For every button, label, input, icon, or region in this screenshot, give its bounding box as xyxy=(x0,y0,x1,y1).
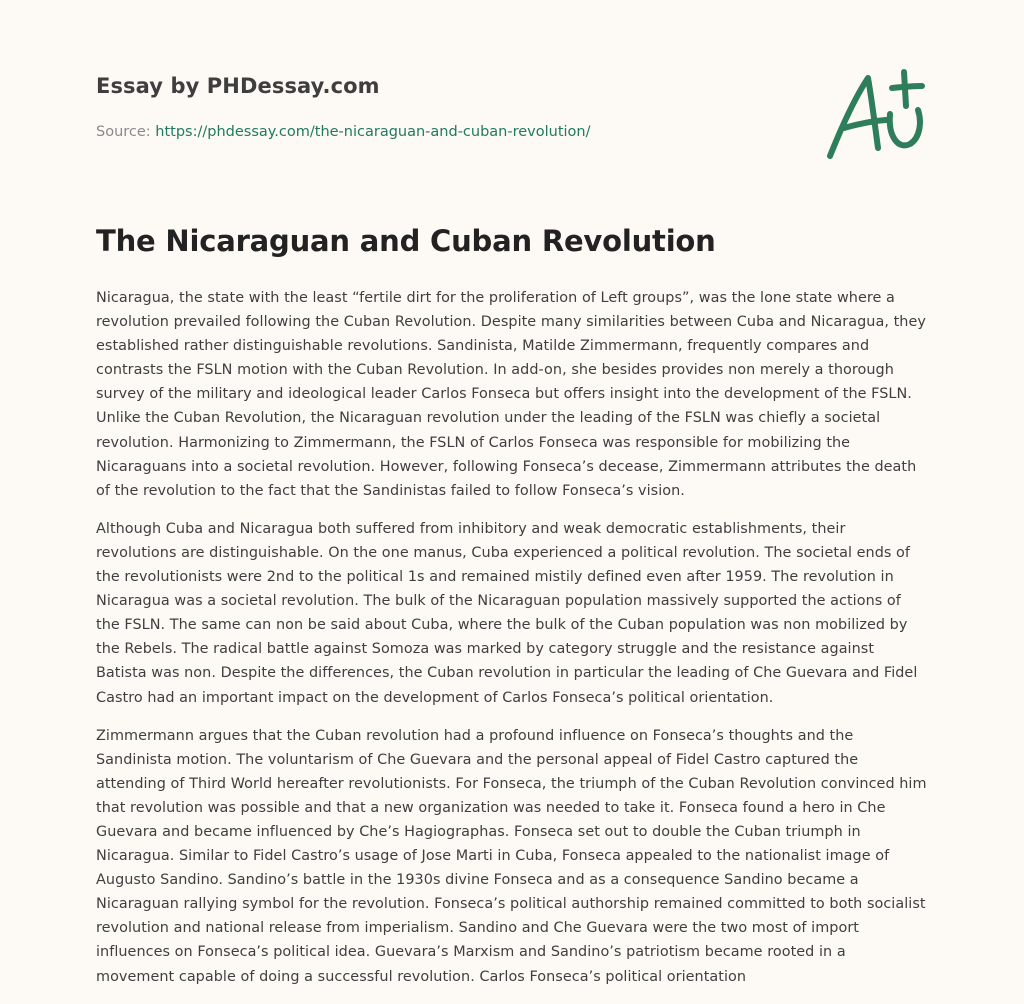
source-label: Source: xyxy=(96,124,156,140)
site-brand: Essay by PHDessay.com xyxy=(96,74,380,98)
essay-title: The Nicaraguan and Cuban Revolution xyxy=(96,224,716,258)
source-link[interactable]: https://phdessay.com/the-nicaraguan-and-cuban-revolution/ xyxy=(155,124,591,140)
essay-paragraph: Zimmermann argues that the Cuban revolution had a profound influence on Fonseca’s thoughts and the Sandinista motion. The voluntarism of Che Guevara and the personal appeal of Fidel Castro captured the attending of Third World hereafter revolutionists. For Fonseca, the triumph of the Cuban Revolution convinced him that revolution was possible and that a new organization was needed to take it. Fonseca found a hero in Che Guevara and became influenced by Che’s Hagiographas. Fonseca set out to double the Cuban triumph in Nicaragua. Similar to Fidel Castro’s usage of Jose Marti in Cuba, Fonseca appealed to the nationalist image of Augusto Sandino. Sandino’s battle in the 1930s divine Fonseca and as a consequence Sandino became a Nicaraguan rallying symbol for the revolution. Fonseca’s political authorship remained committed to both socialist revolution and national release from imperialism. Sandino and Che Guevara were the two most of import influences on Fonseca’s political idea. Guevara’s Marxism and Sandino’s patriotism became rooted in a movement capable of doing a successful revolution. Carlos Fonseca’s political orientation xyxy=(96,727,927,985)
a-plus-grade-icon xyxy=(820,66,930,166)
page-header xyxy=(96,74,796,98)
essay-body xyxy=(96,286,928,1003)
source-line xyxy=(96,124,591,140)
essay-paragraph: Nicaragua, the state with the least “fertile dirt for the proliferation of Left groups”, was the lone state where a revolution prevailed following the Cuban Revolution. Despite many similarities between Cuba and Nicaragua, they established rather distinguishable revolutions. Sandinista, Matilde Zimmermann, frequently compares and contrasts the FSLN motion with the Cuban Revolution. In add-on, she besides provides non merely a thorough survey of the military and ideological leader Carlos Fonseca but offers insight into the development of the FSLN. Unlike the Cuban Revolution, the Nicaraguan revolution under the leading of the FSLN was chiefly a societal revolution. Harmonizing to Zimmermann, the FSLN of Carlos Fonseca was responsible for mobilizing the Nicaraguans into a societal revolution. However, following Fonseca’s decease, Zimmermann attributes the death of the revolution to the fact that the Sandinistas failed to follow Fonseca’s vision. xyxy=(96,290,926,499)
essay-paragraph: Although Cuba and Nicaragua both suffered from inhibitory and weak democratic establishments, their revolutions are distinguishable. On the one manus, Cuba experienced a political revolution. The societal ends of the revolutionists were 2nd to the political 1s and remained mistily defined even after 1959. The revolution in Nicaragua was a societal revolution. The bulk of the Nicaraguan population massively supported the actions of the FSLN. The same can non be said about Cuba, where the bulk of the Cuban population was non mobilized by the Rebels. The radical battle against Somoza was marked by category struggle and the resistance against Batista was non. Despite the differences, the Cuban revolution in particular the leading of Che Guevara and Fidel Castro had an important impact on the development of Carlos Fonseca’s political orientation. xyxy=(96,520,918,706)
